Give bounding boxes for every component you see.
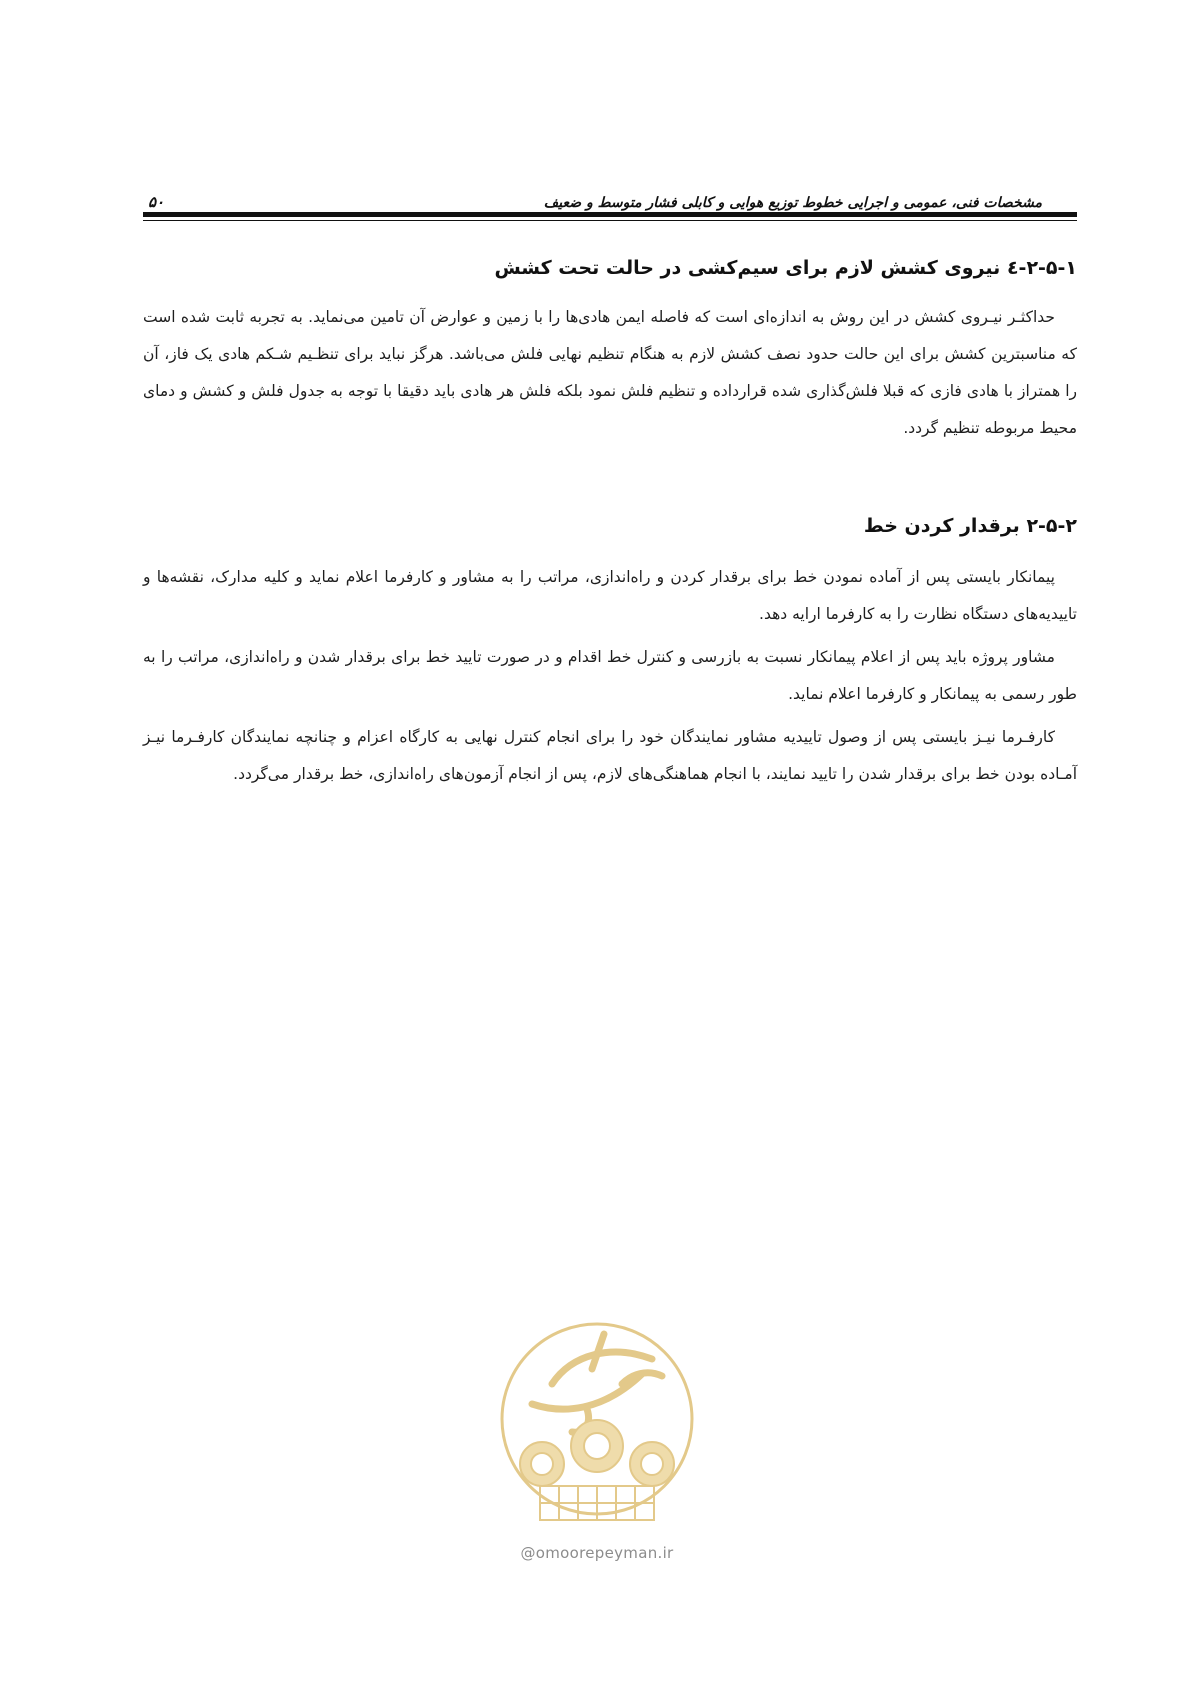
header-rule-thick <box>143 212 1077 217</box>
paragraph: مشاور پروژه باید پس از اعلام پیمانکار نسبت به بازرسی و کنترل خط اقدام و در صورت تایید خط برای برقدار شدن و راه‌اندازی، مراتب را به طور رسمی به پیمانکار و کارفرما اعلام نماید. <box>143 648 1077 703</box>
paragraph: حداکثـر نیـروی کشش در این روش به اندازه‌ای است که فاصله ایمن هادی‌ها را با زمین و عوارض آن تامین می‌نماید. به تجربه ثابت شده است که مناسبترین کشش برای این حالت حدود نصف کشش لازم به هنگام تنظیم نهایی فلش می‌باشد. هرگز نباید برای تنظـیم شـکم هادی یک فاز، آن را همتراز با هادی فازی که قبلا فلش‌گذاری شده قرارداده و تنظیم فلش نمود بلکه فلش هر هادی باید دقیقا با توجه به جدول فلش و کشش و دمای محیط مربوطه تنظیم گردد. <box>143 308 1077 437</box>
page-number: ۵۰ <box>148 193 165 211</box>
section-heading: ۲-۵-۲ برقدار کردن خط <box>863 515 1077 537</box>
running-header <box>148 185 1042 211</box>
watermark-logo <box>492 1314 702 1574</box>
running-title: مشخصات فنی، عمومی و اجرایی خطوط توزیع هوایی و کابلی فشار متوسط و ضعیف <box>543 195 1042 211</box>
paragraph: پیمانکار بایستی پس از آماده نمودن خط برای برقدار کردن و راه‌اندازی، مراتب را به مشاور و کارفرما اعلام نماید و کلیه مدارک، نقشه‌ها و تاییدیه‌های دستگاه نظارت را به کارفرما ارایه دهد. <box>143 568 1077 623</box>
paragraph: کارفـرما نیـز بایستی پس از وصول تاییدیه مشاور نمایندگان خود را برای انجام کنترل نهایی به کارگاه اعزام و چنانچه نمایندگان کارفـرما نیـز آمـاده بودن خط برای برقدار شدن را تایید نمایند، با انجام هماهنگی‌های لازم، پس از انجام آزمون‌های راه‌اندازی، خط برقدار می‌گردد. <box>143 728 1077 783</box>
watermark-caption: @omoorepeyman.ir <box>520 1544 674 1562</box>
header-rule-thin <box>143 220 1077 221</box>
page-body <box>143 255 1077 799</box>
watermark-emblem-icon <box>492 1314 702 1542</box>
section-heading: ۲-۵-۱-٤ نیروی کشش لازم برای سیم‌کشی در حالت تحت کشش <box>494 257 1077 279</box>
